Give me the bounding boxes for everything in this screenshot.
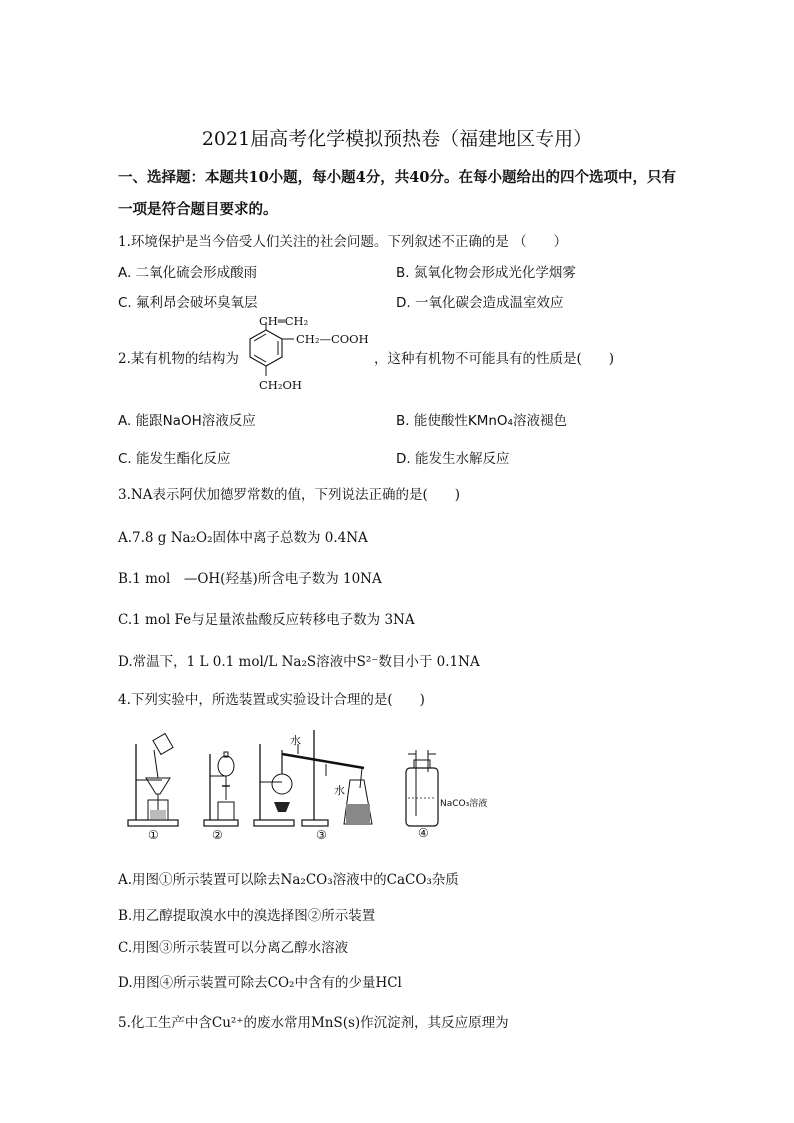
q1-option-a: A. 二氧化硫会形成酸雨 [118, 265, 258, 281]
separatory-funnel-icon [204, 732, 244, 832]
fig-label-4: ④ [418, 826, 429, 840]
q2-stem-prefix: 2.某有机物的结构为 [118, 351, 239, 367]
section-heading-line1: 一、选择题：本题共10小题，每小题4分，共40分。在每小题给出的四个选项中，只有 [118, 169, 676, 186]
fig3-water-outlet-label: 水 [334, 784, 345, 797]
fig-label-1: ① [148, 828, 159, 842]
q4-stem: 4.下列实验中，所选装置或实验设计合理的是( ) [118, 692, 425, 708]
struct-hydroxymethyl-group: CH₂OH [259, 378, 302, 392]
q4-option-a: A.用图①所示装置可以除去Na₂CO₃溶液中的CaCO₃杂质 [118, 872, 459, 888]
q2-stem-suffix: ，这种有机物不可能具有的性质是( ) [374, 351, 615, 367]
q1-option-d: D. 一氧化碳会造成温室效应 [396, 295, 564, 311]
q2-option-d: D. 能发生水解反应 [396, 451, 510, 467]
q4-option-d: D.用图④所示装置可除去CO₂中含有的少量HCl [118, 975, 402, 991]
distillation-apparatus-icon [254, 720, 374, 832]
q3-stem: 3.NA表示阿伏加德罗常数的值，下列说法正确的是( ) [118, 487, 460, 503]
q1-option-c: C. 氟利昂会破坏臭氧层 [118, 295, 258, 311]
gas-washing-bottle-icon [400, 750, 450, 830]
struct-acetic-group: CH₂—COOH [296, 332, 369, 346]
q4-option-c: C.用图③所示装置可以分离乙醇水溶液 [118, 940, 349, 956]
q2-option-a: A. 能跟NaOH溶液反应 [118, 413, 256, 429]
struct-vinyl-group: CH═CH₂ [259, 314, 309, 328]
fig-label-2: ② [212, 828, 223, 842]
filtration-apparatus-icon [128, 732, 188, 832]
q2-option-b: B. 能使酸性KMnO₄溶液褪色 [396, 413, 567, 429]
q1-option-b: B. 氮氧化物会形成光化学烟雾 [396, 265, 576, 281]
q5-stem: 5.化工生产中含Cu²⁺的废水常用MnS(s)作沉淀剂，其反应原理为 [118, 1015, 509, 1031]
q2-option-c: C. 能发生酯化反应 [118, 451, 231, 467]
fig-label-3: ③ [316, 828, 327, 842]
q3-option-d: D.常温下，1 L 0.1 mol/L Na₂S溶液中S²⁻数目小于 0.1NA [118, 654, 480, 670]
q3-option-b: B.1 mol —OH(羟基)所含电子数为 10NA [118, 571, 382, 587]
q4-option-b: B.用乙醇提取溴水中的溴选择图②所示装置 [118, 908, 376, 924]
section-heading-line2: 一项是符合题目要求的。 [118, 201, 278, 218]
fig3-water-inlet-label: 水 [290, 734, 301, 747]
fig4-solution-label: NaCO₃溶液 [440, 799, 488, 809]
q3-option-a: A.7.8 g Na₂O₂固体中离子总数为 0.4NA [118, 530, 368, 546]
page-title: 2021届高考化学模拟预热卷（福建地区专用） [201, 128, 593, 150]
q3-option-c: C.1 mol Fe与足量浓盐酸反应转移电子数为 3NA [118, 612, 415, 628]
q1-stem: 1.环境保护是当今倍受人们关注的社会问题。下列叙述不正确的是 （ ） [118, 234, 568, 250]
